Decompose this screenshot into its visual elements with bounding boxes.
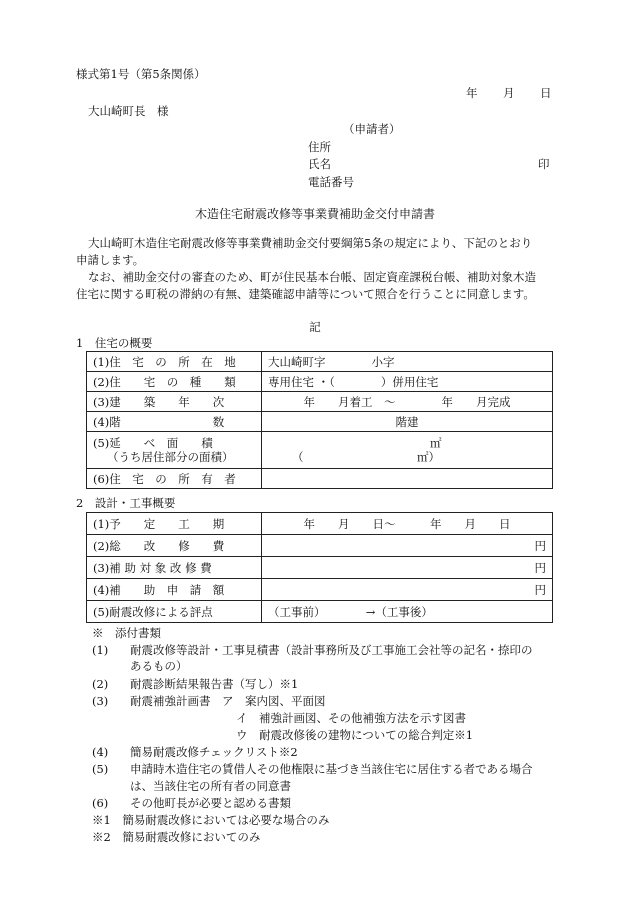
house-type-label: (2)住 宅 の 種 類	[87, 372, 262, 392]
item3-sub-b: イ 補強計画図、その他補強方法を示す図書	[236, 711, 466, 725]
name-label: 氏名	[308, 157, 331, 171]
table-row	[87, 412, 553, 432]
floor-area-unit: ㎡	[430, 436, 442, 450]
living-area-unit: ㎡）	[417, 450, 440, 464]
date-year-label: 年	[466, 86, 478, 100]
note-1: ※1 簡易耐震改修においては必要な場合のみ	[92, 813, 330, 827]
table-row	[87, 535, 553, 557]
ki-heading: 記	[309, 320, 321, 334]
table-row	[87, 392, 553, 412]
item1-line2: あるもの）	[130, 659, 188, 673]
item4-text: 簡易耐震改修チェックリスト※2	[130, 745, 298, 759]
address-label: 住所	[308, 140, 331, 154]
floors-label: (4)階 数	[87, 412, 262, 432]
owner-label: (6)住 宅 の 所 有 者	[87, 469, 262, 489]
item5-line2: は、当該住宅の所有者の同意書	[130, 779, 291, 793]
applicant-heading: （申請者）	[343, 122, 401, 136]
item2-text: 耐震診断結果報告書（写し）※1	[130, 677, 299, 691]
subsidy-amount-label: (4)補 助 申 請 額	[87, 579, 262, 601]
table-row	[87, 601, 553, 623]
para2-line2: 住宅に関する町税の滞納の有無、建築確認申請等について照合を行うことに同意します。	[76, 287, 535, 301]
form-number: 様式第1号（第5条関係）	[76, 67, 206, 81]
document-title: 木造住宅耐震改修等事業費補助金交付申請書	[194, 207, 435, 221]
attachments-heading: ※ 添付書類	[92, 626, 161, 640]
living-area-open-paren: （	[292, 450, 304, 464]
section1-heading: 1 住宅の概要	[76, 336, 153, 350]
total-cost-label: (2)総 改 修 費	[87, 535, 262, 557]
schedule-label: (1)予 定 工 期	[87, 513, 262, 535]
item5-line1: 申請時木造住宅の賃借人その他権限に基づき当該住宅に居住する者である場合	[130, 762, 533, 776]
build-year-label: (3)建 築 年 次	[87, 392, 262, 412]
para1-line2: 申請します。	[76, 253, 145, 267]
table-row	[87, 352, 553, 372]
addressee: 大山崎町長 様	[88, 104, 169, 118]
section2-heading: 2 設計・工事概要	[76, 496, 176, 510]
floor-area-label: (5)延 べ 面 積	[93, 436, 213, 450]
table-row	[87, 372, 553, 392]
table-row	[87, 579, 553, 601]
date-month-label: 月	[503, 86, 515, 100]
item3-number: (3)	[92, 694, 109, 708]
location-label: (1)住 宅 の 所 在 地	[87, 352, 262, 372]
living-area-label: （うち居住部分の面積）	[107, 450, 234, 464]
build-year-value[interactable]: 年 月着工 ～ 年 月完成	[262, 392, 553, 412]
seismic-score-label: (5)耐震改修による評点	[87, 601, 262, 623]
housing-summary-table	[86, 351, 553, 489]
para2-line1: なお、補助金交付の審査のため、町が住民基本台帳、固定資産課税台帳、補助対象木造	[88, 270, 537, 284]
total-cost-value[interactable]: 円	[262, 535, 553, 557]
item2-number: (2)	[92, 677, 109, 691]
table-row	[87, 557, 553, 579]
item4-number: (4)	[92, 745, 109, 759]
item1-line1: 耐震改修等設計・工事見積書（設計事務所及び工事施工会社等の記名・捺印の	[130, 643, 533, 657]
item1-number: (1)	[92, 643, 109, 657]
seal-mark: 印	[538, 157, 550, 171]
note-2: ※2 簡易耐震改修においてのみ	[92, 830, 261, 844]
house-type-value[interactable]: 専用住宅 ・（ ）併用住宅	[262, 372, 553, 392]
design-construction-table	[86, 512, 553, 623]
para1-line1: 大山崎町木造住宅耐震改修等事業費補助金交付要綱第5条の規定により、下記のとおり	[88, 236, 533, 250]
phone-label: 電話番号	[308, 175, 354, 189]
floors-value[interactable]: 階建	[262, 412, 553, 432]
eligible-cost-value[interactable]: 円	[262, 557, 553, 579]
floor-area-label-cell	[87, 432, 262, 469]
schedule-value[interactable]: 年 月 日～ 年 月 日	[262, 513, 553, 535]
eligible-cost-label: (3)補 助 対 象 改 修 費	[87, 557, 262, 579]
floor-area-value-cell[interactable]	[262, 432, 553, 469]
location-value[interactable]: 大山崎町字 小字	[262, 352, 553, 372]
item6-number: (6)	[92, 796, 109, 810]
owner-value[interactable]	[262, 469, 553, 489]
table-row	[87, 469, 553, 489]
item6-text: その他町長が必要と認める書類	[130, 796, 291, 810]
seismic-score-value[interactable]: （工事前） →（工事後）	[262, 601, 553, 623]
item3-sub-c: ウ 耐震改修後の建物についての総合判定※1	[236, 728, 474, 742]
table-row	[87, 513, 553, 535]
subsidy-amount-value[interactable]: 円	[262, 579, 553, 601]
table-row	[87, 432, 553, 469]
item3-text: 耐震補強計画書 ア 案内図、平面図	[130, 694, 326, 708]
item5-number: (5)	[92, 762, 109, 776]
date-day-label: 日	[540, 86, 552, 100]
